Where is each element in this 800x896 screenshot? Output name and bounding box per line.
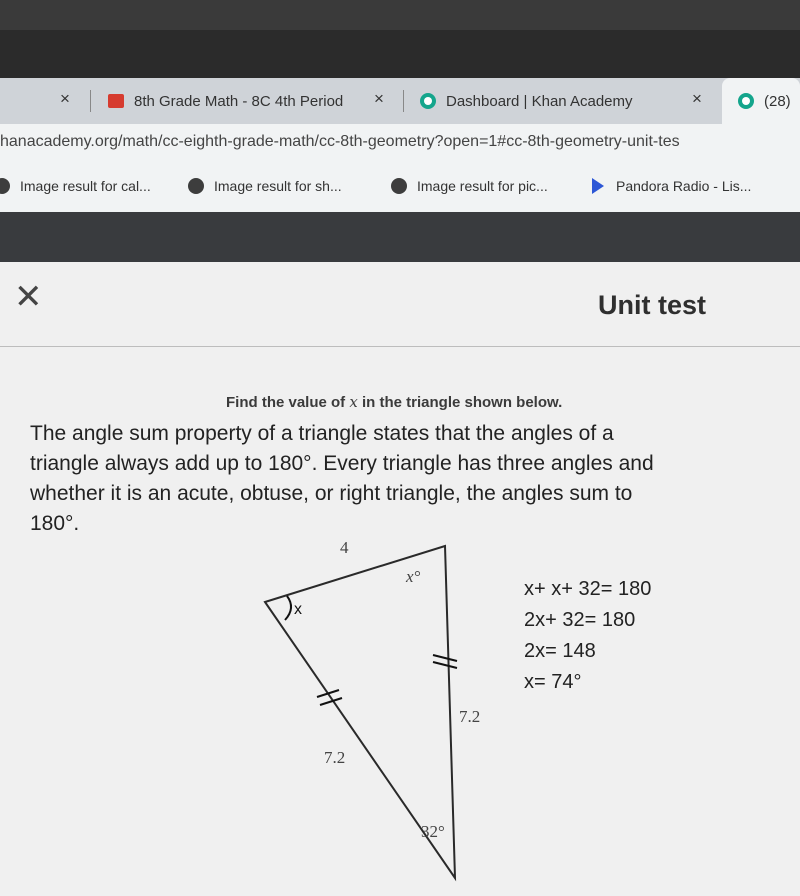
prompt-text: in the triangle shown below. — [357, 394, 563, 411]
tab-previous[interactable] — [0, 78, 90, 124]
unit-test-page — [0, 262, 800, 896]
angle-label-left: x — [294, 601, 302, 618]
bookmark-pandora[interactable] — [592, 178, 751, 194]
bookmark-image-result-pic[interactable] — [391, 178, 548, 194]
angle-label-bottom: 32° — [421, 822, 445, 841]
close-icon[interactable]: ✕ — [14, 278, 43, 316]
tab-label: Dashboard | Khan Academy — [446, 92, 633, 110]
url-text[interactable]: hanacademy.org/math/cc-eighth-grade-math/cc-8th-geometry?open=1#cc-8th-geometry-unit-tes — [0, 133, 680, 150]
side-label-right: 7.2 — [459, 707, 481, 726]
address-bar[interactable] — [0, 124, 800, 164]
tab-label: (28) — [764, 92, 791, 110]
solution-work — [524, 574, 651, 698]
tab-active[interactable] — [722, 78, 800, 124]
pandora-icon — [592, 178, 604, 194]
classroom-icon — [108, 94, 124, 108]
angle-arc — [285, 596, 291, 620]
work-line: x+ x+ 32= 180 — [524, 578, 652, 600]
prompt-text: Find the value of — [226, 394, 350, 411]
tab-separator — [403, 90, 404, 112]
globe-icon — [391, 178, 407, 194]
tab-khan-dashboard[interactable] — [420, 78, 718, 124]
side-label-left: 7.2 — [324, 748, 346, 767]
bookmark-label: Image result for pic... — [417, 178, 548, 194]
bookmark-label: Image result for sh... — [214, 178, 342, 194]
tick-mark — [433, 655, 457, 661]
bookmarks-bar — [0, 164, 800, 213]
bookmark-label: Pandora Radio - Lis... — [616, 178, 752, 194]
khan-academy-icon — [420, 93, 436, 109]
globe-icon — [0, 178, 10, 194]
bezel-glare — [0, 0, 800, 30]
side-label-top: 4 — [340, 538, 349, 557]
tick-mark — [317, 690, 339, 697]
tab-strip — [0, 78, 800, 124]
globe-icon — [188, 178, 204, 194]
work-line: x= 74° — [524, 671, 582, 693]
answer-explanation: The angle sum property of a triangle states that the angles of a triangle always add up to 180°. Every triangle has three angles and whether it is an acute, obtuse, or right triangle, the angles sum to 180°. — [30, 422, 654, 535]
tab-separator — [90, 90, 91, 112]
bookmark-image-result-cal[interactable] — [0, 178, 151, 194]
close-icon[interactable]: × — [60, 89, 70, 108]
close-icon[interactable]: × — [374, 89, 384, 108]
close-icon[interactable]: × — [692, 89, 702, 108]
tab-label: 8th Grade Math - 8C 4th Period — [134, 92, 344, 110]
bookmark-label: Image result for cal... — [20, 178, 151, 194]
angle-label-top: x° — [406, 567, 421, 586]
site-nav-bar — [0, 212, 800, 262]
work-line: 2x= 148 — [524, 640, 596, 662]
triangle-figure — [0, 262, 800, 896]
work-line: 2x+ 32= 180 — [524, 609, 636, 631]
tick-mark — [433, 662, 457, 668]
page-title: Unit test — [598, 290, 706, 320]
bookmark-image-result-sh[interactable] — [188, 178, 342, 194]
khan-academy-icon — [738, 93, 754, 109]
tab-8th-grade-math[interactable] — [108, 78, 400, 124]
prompt-variable: x — [349, 393, 358, 411]
